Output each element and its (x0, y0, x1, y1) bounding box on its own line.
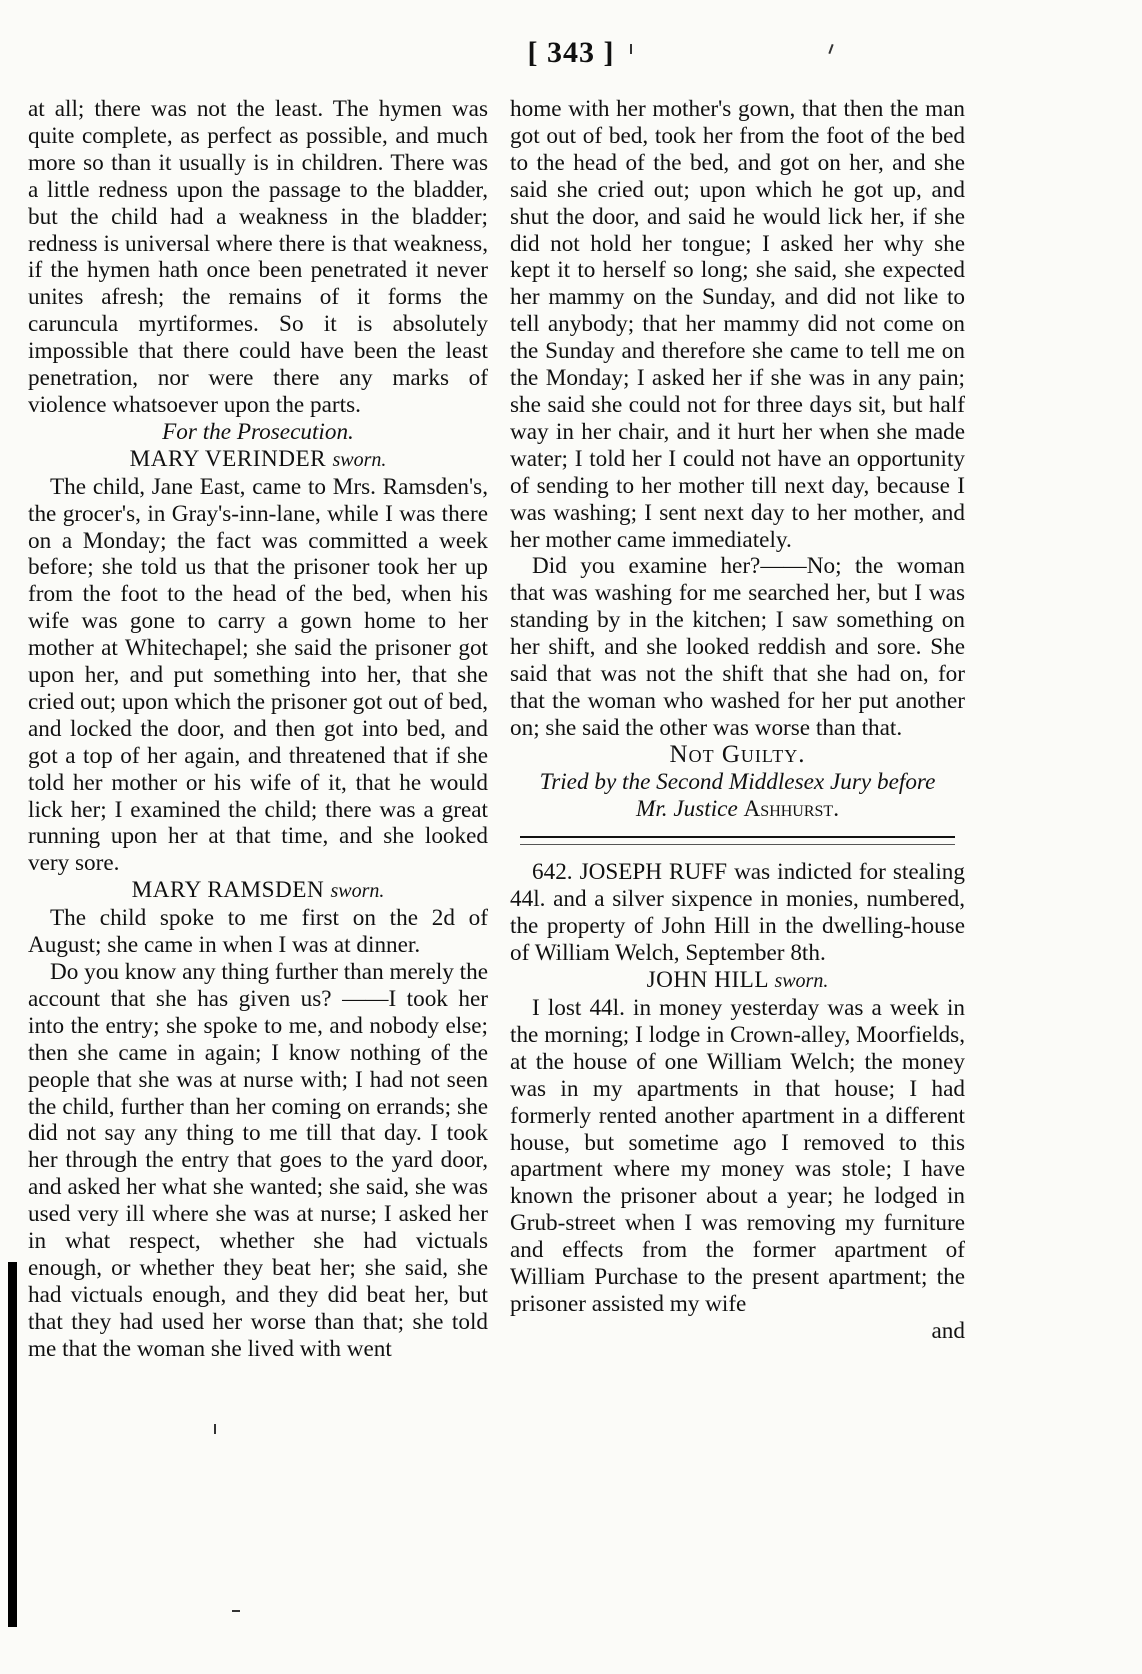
paragraph: Did you examine her?——No; the woman that was washing for me searched her, but I was standing by in the kitchen; I saw something on her shift, and she looked reddish and sore. She said that was not the shift that she had on, for that the woman who washed for her put another on; she said the other was worse than that. (510, 553, 965, 741)
verdict: Not Guilty. (669, 740, 806, 768)
witness-heading (510, 967, 965, 995)
sworn-label: sworn. (332, 448, 387, 471)
witness-heading (28, 877, 488, 905)
scan-edge-bar (8, 1262, 17, 1627)
section-divider-thin (520, 844, 955, 845)
witness-name: JOHN HILL (646, 967, 769, 994)
witness-name: MARY RAMSDEN (131, 877, 325, 904)
scan-mark (630, 44, 632, 54)
paragraph: I lost 44l. in money yesterday was a week in the morning; I lodge in Crown-alley, Moorfields, at the house of one William Welch; the money was in my apartments in that house; I had formerly rented another apartment in a different house, but sometime ago I removed to this apartment where my money was stole; I have known the prisoner about a year; he lodged in Grub-street when I was removing my furniture and effects from the former apartment of William Purchase to the present apartment; the prisoner assisted my wife (510, 995, 965, 1317)
section-divider (520, 836, 955, 838)
trial-note-line2 (510, 796, 965, 823)
case-paragraph: 642. JOSEPH RUFF was indicted for stealing 44l. and a silver sixpence in monies, numbered, the property of John Hill in the dwelling-house of William Welch, September 8th. (510, 859, 965, 967)
scan-mark (214, 1424, 216, 1434)
justice-name: Ashhurst. (743, 795, 839, 822)
trial-note-line1: Tried by the Second Middlesex Jury before (539, 768, 936, 795)
right-column (510, 96, 965, 1345)
paragraph: Do you know any thing further than merely the account that she has given us? ——I took her into the entry; she spoke to me, and nobody else; then she came in again; I know nothing of the people that she was at nurse with; I had not seen the child, further than her coming on errands; she did not say any thing to me till that day. I took her through the entry that goes to the yard door, and asked her what she wanted; she said, she was used very ill where she was at nurse; I asked her in what respect, whether she had victuals enough, or whether they beat her; she said, she had victuals enough, and they did beat her, but that they had used her worse than that; she told me that the woman she lived with went (28, 959, 488, 1362)
paragraph: home with her mother's gown, that then the man got out of bed, took her from the foot of the bed to the head of the bed, and got on her, and she said she cried out; upon which he got up, and shut the door, and said he would lick her, if she did not hold her tongue; I asked her why she kept it to herself so long; she said, she expected her mammy on the Sunday, and did not like to tell anybody; that her mammy did not come on the Sunday and therefore she came to tell me on the Monday; I asked her if she was in any pain; she said she could not for three days sit, but half way in her chair, and it hurt her when she made water; I told her I could not have an opportunity of sending to her mother till next day, because I was washing; I sent next day to her mother, and her mother came immediately. (510, 96, 965, 553)
catchword: and (931, 1317, 965, 1344)
witness-name: MARY VERINDER (129, 445, 327, 472)
trial-note-prefix: Mr. Justice (636, 795, 738, 822)
left-column (28, 96, 488, 1363)
witness-heading (28, 446, 488, 474)
scan-mark (232, 1610, 240, 1612)
page-number: [ 343 ] (527, 36, 615, 69)
section-heading: For the Prosecution. (162, 418, 354, 445)
sworn-label: sworn. (774, 970, 829, 993)
paragraph: The child, Jane East, came to Mrs. Ramsden's, the grocer's, in Gray's-inn-lane, while I was there on a Monday; the fact was committed a week before; she told us that the prisoner took her up from the foot to the head of the bed, when his wife was gone to carry a gown home to her mother at Whitechapel; she said the prisoner got upon her, and put something into her, that she cried out; upon which the prisoner got out of bed, and locked the door, and then got into bed, and got a top of her again, and threatened that if she told her mother or his wife of it, that he would lick her; I examined the child; there was a great running upon her at that time, and she looked very sore. (28, 473, 488, 877)
paragraph: at all; there was not the least. The hymen was quite complete, as perfect as possible, and much more so than it usually is in children. There was a little redness upon the passage to the bladder, but the child had a weakness in the bladder; redness is universal where there is that weakness, if the hymen hath once been penetrated it never unites afresh; the remains of it forms the caruncula myrtiformes. So it is absolutely impossible that there could have been the least penetration, nor were there any marks of violence whatsoever upon the parts. (28, 96, 488, 418)
sworn-label: sworn. (330, 880, 385, 903)
paragraph: The child spoke to me first on the 2d of August; she came in when I was at dinner. (28, 905, 488, 959)
